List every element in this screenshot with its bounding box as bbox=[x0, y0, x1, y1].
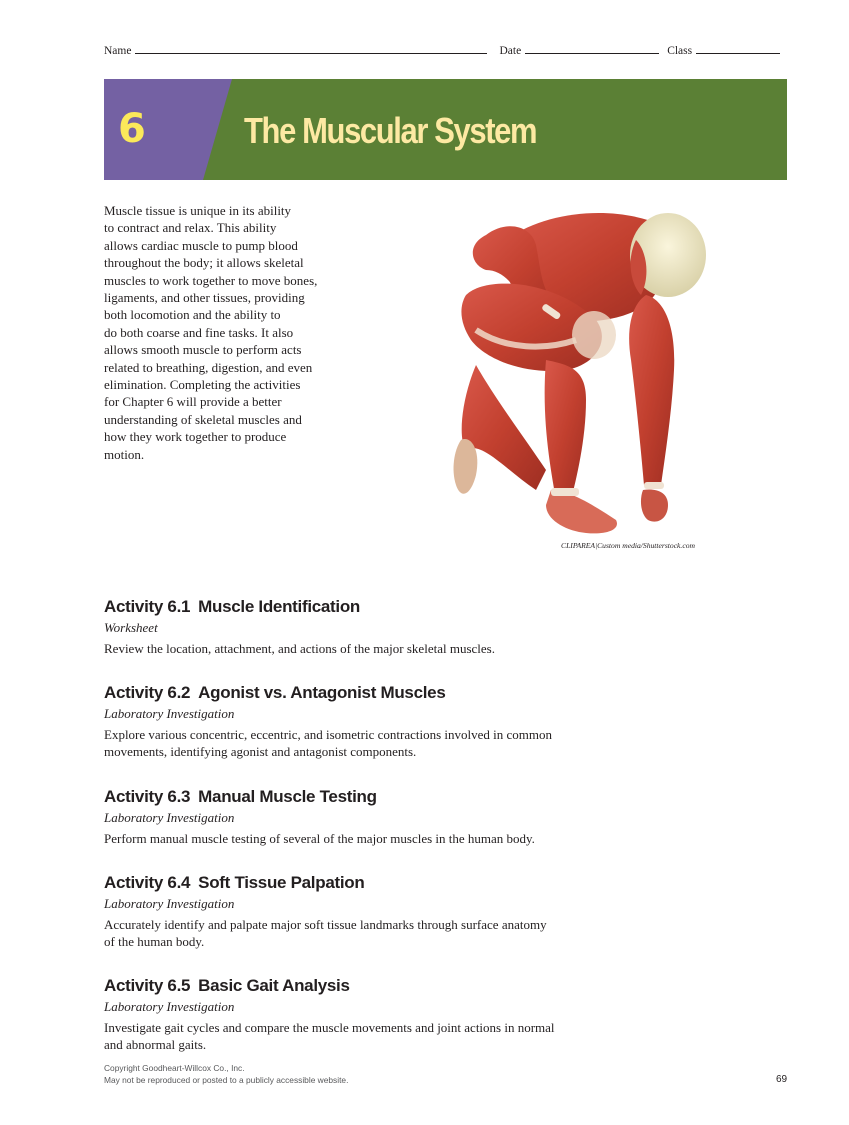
activity-title bbox=[104, 596, 624, 618]
intro-line: for Chapter 6 will provide a better bbox=[104, 394, 282, 410]
description-line: movements, identifying agonist and antagonist components. bbox=[104, 744, 417, 760]
intro-line: related to breathing, digestion, and even bbox=[104, 359, 313, 375]
activity-type: Laboratory Investigation bbox=[104, 706, 235, 721]
activity-name: Basic Gait Analysis bbox=[198, 976, 350, 995]
name-label: Name bbox=[104, 45, 132, 57]
intro-line: muscles to work together to move bones, bbox=[104, 272, 318, 288]
chapter-title: The Muscular System bbox=[244, 110, 537, 151]
activity-6-2 bbox=[104, 682, 624, 761]
activity-description bbox=[104, 830, 624, 847]
page-number: 69 bbox=[776, 1074, 788, 1085]
intro-line: allows cardiac muscle to pump blood bbox=[104, 237, 298, 253]
activity-number: Activity 6.3 bbox=[104, 787, 191, 806]
activity-description bbox=[104, 640, 624, 657]
description-line: Perform manual muscle testing of several of the major muscles in the human body. bbox=[104, 831, 535, 846]
activity-type: Laboratory Investigation bbox=[104, 999, 235, 1014]
intro-line: throughout the body; it allows skeletal bbox=[104, 255, 304, 271]
activity-name: Agonist vs. Antagonist Muscles bbox=[198, 683, 446, 702]
chapter-intro bbox=[104, 202, 354, 463]
description-line: of the human body. bbox=[104, 934, 205, 950]
intro-line: elimination. Completing the activities bbox=[104, 377, 301, 393]
muscle-anatomy-figure bbox=[446, 200, 726, 540]
activity-name: Soft Tissue Palpation bbox=[198, 873, 365, 892]
activity-6-5 bbox=[104, 975, 624, 1054]
activity-number: Activity 6.5 bbox=[104, 976, 191, 995]
activity-6-3 bbox=[104, 786, 624, 847]
activity-type: Worksheet bbox=[104, 620, 158, 635]
intro-line: both locomotion and the ability to bbox=[104, 307, 281, 323]
activity-title bbox=[104, 872, 624, 894]
description-line: and abnormal gaits. bbox=[104, 1037, 207, 1053]
activity-title bbox=[104, 682, 624, 704]
activity-type: Laboratory Investigation bbox=[104, 810, 235, 825]
chapter-banner bbox=[104, 79, 787, 180]
class-label: Class bbox=[667, 45, 693, 57]
intro-line: allows smooth muscle to perform acts bbox=[104, 342, 302, 358]
intro-line: motion. bbox=[104, 446, 145, 462]
copyright-footer bbox=[104, 1063, 348, 1086]
description-line: Investigate gait cycles and compare the muscle movements and joint actions in normal bbox=[104, 1020, 555, 1035]
activity-description bbox=[104, 1019, 624, 1054]
activity-description bbox=[104, 916, 624, 951]
activity-description bbox=[104, 726, 624, 761]
image-credit: CLIPAREA|Custom media/Shutterstock.com bbox=[561, 541, 695, 550]
activity-type: Laboratory Investigation bbox=[104, 896, 235, 911]
activity-number: Activity 6.2 bbox=[104, 683, 191, 702]
student-info-header bbox=[104, 42, 787, 58]
activity-name: Manual Muscle Testing bbox=[198, 787, 377, 806]
intro-line: to contract and relax. This ability bbox=[104, 220, 277, 236]
activity-number: Activity 6.4 bbox=[104, 873, 191, 892]
copyright-text: Copyright Goodheart-Willcox Co., Inc. bbox=[104, 1063, 245, 1073]
date-field[interactable] bbox=[525, 42, 659, 54]
intro-line: Muscle tissue is unique in its ability bbox=[104, 203, 292, 218]
intro-line: how they work together to produce bbox=[104, 429, 287, 445]
chapter-number: 6 bbox=[118, 106, 145, 152]
intro-line: ligaments, and other tissues, providing bbox=[104, 290, 305, 306]
class-field[interactable] bbox=[696, 42, 780, 54]
intro-line: do both coarse and fine tasks. It also bbox=[104, 324, 294, 340]
name-field[interactable] bbox=[135, 42, 487, 54]
activity-title bbox=[104, 786, 624, 808]
activity-title bbox=[104, 975, 624, 997]
intro-line: understanding of skeletal muscles and bbox=[104, 411, 302, 427]
description-line: Review the location, attachment, and actions of the major skeletal muscles. bbox=[104, 641, 495, 656]
description-line: Accurately identify and palpate major soft tissue landmarks through surface anatomy bbox=[104, 917, 547, 932]
activity-6-1 bbox=[104, 596, 624, 657]
activity-name: Muscle Identification bbox=[198, 597, 361, 616]
description-line: Explore various concentric, eccentric, and isometric contractions involved in common bbox=[104, 727, 552, 742]
activity-6-4 bbox=[104, 872, 624, 951]
date-label: Date bbox=[499, 45, 522, 57]
reproduction-notice: May not be reproduced or posted to a publicly accessible website. bbox=[104, 1074, 349, 1085]
activity-number: Activity 6.1 bbox=[104, 597, 191, 616]
